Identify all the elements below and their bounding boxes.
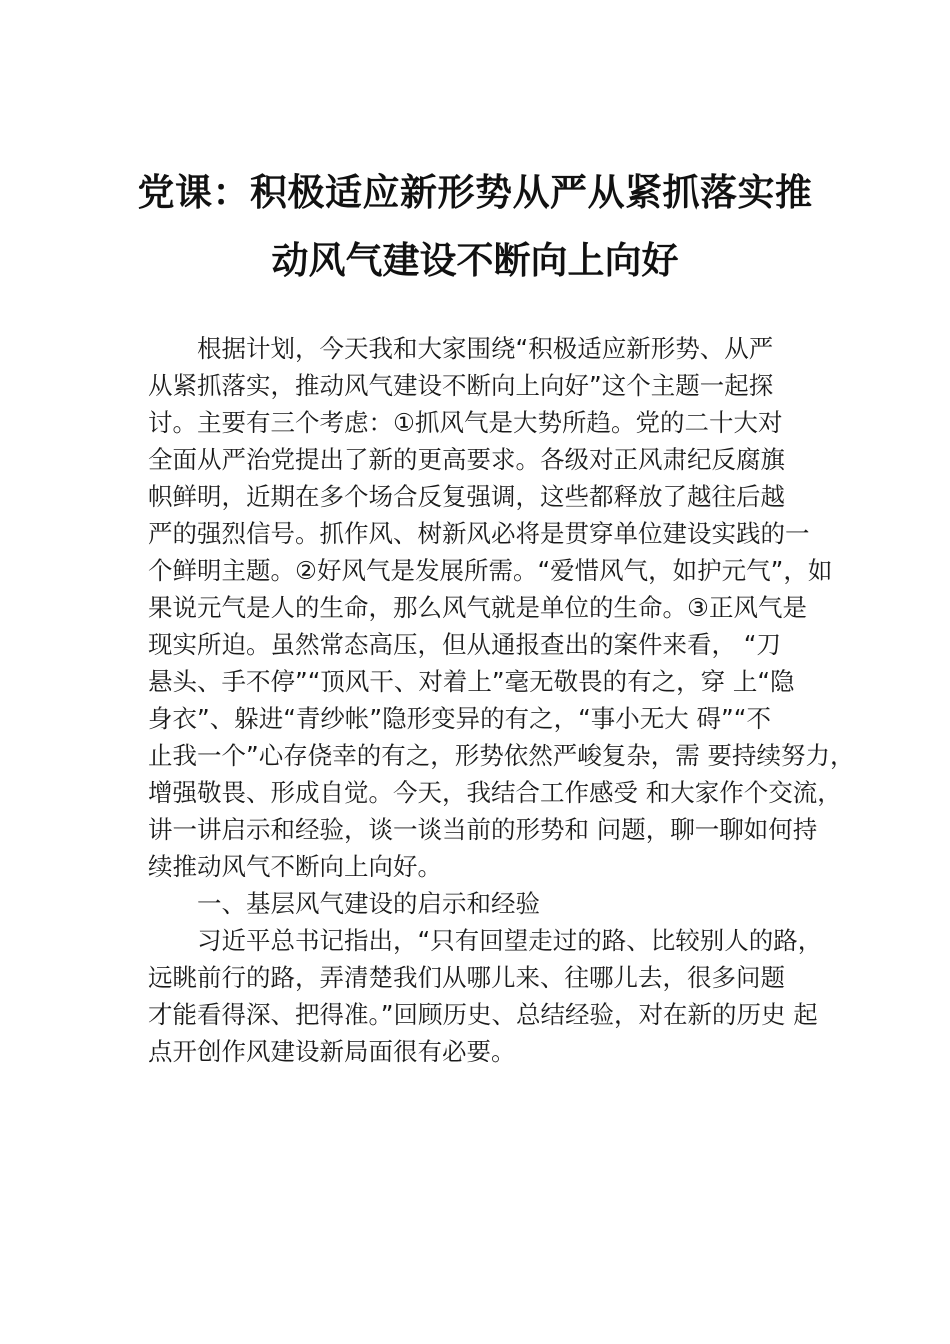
paragraph-line: 远眺前行的路，弄清楚我们从哪儿来、往哪儿去，很多问题 — [148, 963, 785, 992]
paragraph-line: 点开创作风建设新局面很有必要。 — [148, 1037, 516, 1066]
paragraph-line: 止我一个”心存侥幸的有之，形势依然严峻复杂，需 要持续努力， — [148, 741, 855, 770]
paragraph-line: 果说元气是人的生命，那么风气就是单位的生命。③正风气是 — [148, 593, 807, 622]
paragraph-line: 根据计划，今天我和大家围绕“积极适应新形势、从严 — [197, 334, 774, 363]
paragraph-line: 现实所迫。虽然常态高压，但从通报查出的案件来看， “刀 — [148, 630, 781, 659]
paragraph-line: 严的强烈信号。抓作风、树新风必将是贯穿单位建设实践的一 — [148, 519, 810, 548]
paragraph-line: 身衣”、躲进“青纱帐”隐形变异的有之，“事小无大 碍”“不 — [148, 704, 771, 733]
section-heading: 一、基层风气建设的启示和经验 — [197, 889, 540, 918]
paragraph-line: 讨。主要有三个考虑：①抓风气是大势所趋。党的二十大对 — [148, 408, 783, 437]
document-title-line-1: 党课：积极适应新形势从严从紧抓落实推 — [137, 170, 813, 214]
paragraph-line: 悬头、手不停”“顶风干、对着上”毫无敬畏的有之，穿 上“隐 — [148, 667, 795, 696]
paragraph-line: 全面从严治党提出了新的更高要求。各级对正风肃纪反腐旗 — [148, 445, 785, 474]
paragraph-line: 个鲜明主题。②好风气是发展所需。“爱惜风气，如护元气”，如 — [148, 556, 833, 585]
paragraph-line: 习近平总书记指出，“只有回望走过的路、比较别人的路， — [197, 926, 823, 955]
paragraph-line: 增强敬畏、形成自觉。今天，我结合工作感受 和大家作个交流， — [148, 778, 842, 807]
paragraph-line: 续推动风气不断向上向好。 — [148, 852, 442, 881]
paragraph-line: 讲一讲启示和经验，谈一谈当前的形势和 问题，聊一聊如何持 — [148, 815, 818, 844]
document-title-line-2: 动风气建设不断向上向好 — [271, 238, 679, 282]
paragraph-line: 帜鲜明，近期在多个场合反复强调，这些都释放了越往后越 — [148, 482, 785, 511]
paragraph-line: 从紧抓落实，推动风气建设不断向上向好”这个主题一起探 — [148, 371, 774, 400]
paragraph-line: 才能看得深、把得准。”回顾历史、总结经验，对在新的历史 起 — [148, 1000, 818, 1029]
